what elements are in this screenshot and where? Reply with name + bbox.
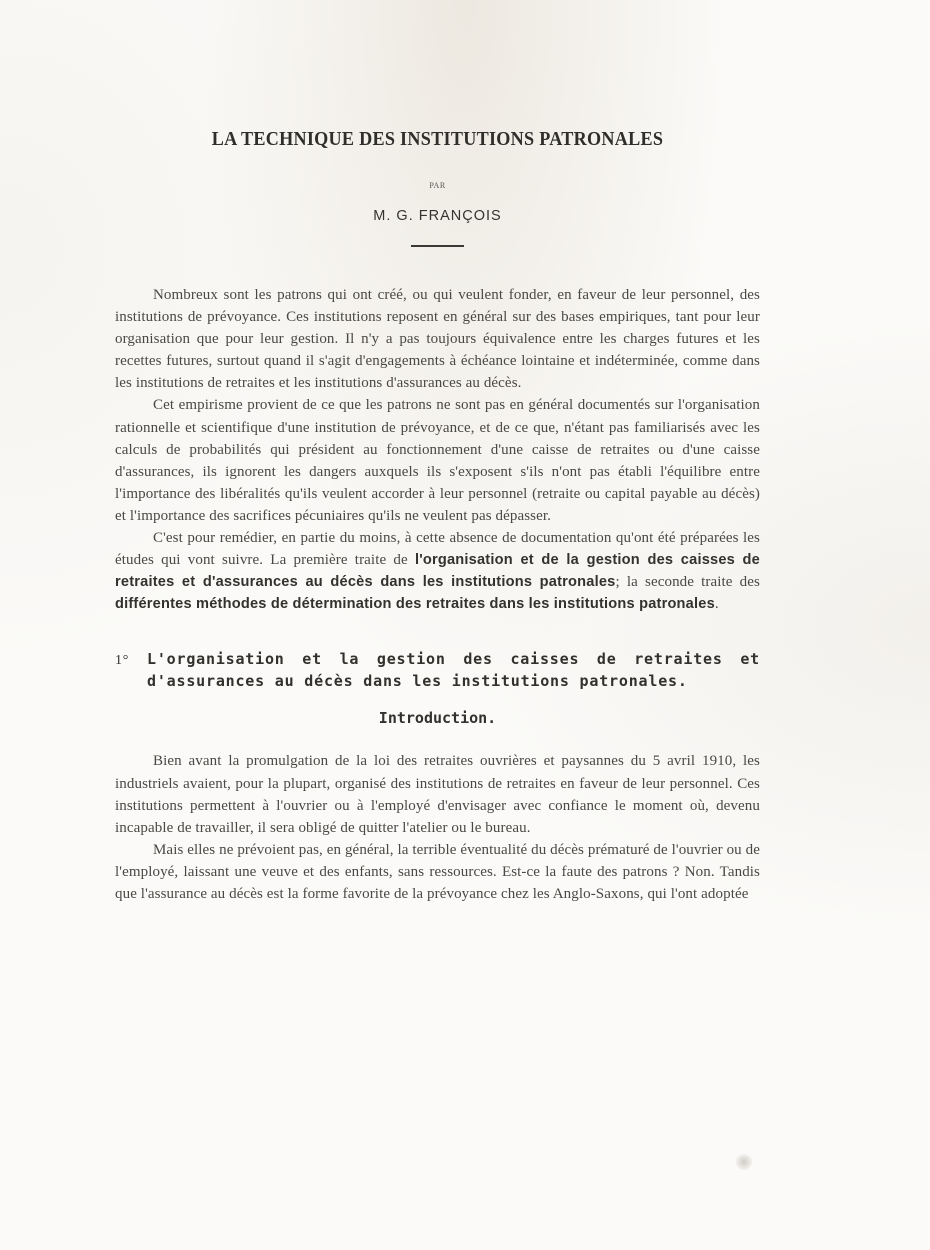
intro-paragraph-3-part1: C'est pour remédier, en partie du moins, à cette absence de documentation qu'ont été préparées les études qui vont suivre. La première traite de bbox=[115, 530, 760, 569]
byline-par: PAR bbox=[429, 181, 446, 190]
paper-stain bbox=[736, 1154, 752, 1170]
intro-text bbox=[115, 284, 760, 615]
second-study-topic: différentes méthodes de détermination des retraites dans les institutions patronales bbox=[115, 596, 715, 613]
intro-paragraph-3-part3: . bbox=[714, 596, 719, 613]
section-paragraph-1: Bien avant la promulgation de la loi des retraites ouvrières et paysannes du 5 avril 1910, les industriels avaient, pour la plupart, organisé des institutions de retraites en faveur de leur personnel. Ces institutions permettent à l'ouvrier ou à l'employé d'envisager avec confiance le moment où, devenu incapable de travailler, il sera obligé de quitter l'atelier ou le bureau. bbox=[115, 753, 760, 836]
section-heading bbox=[115, 649, 760, 692]
section-paragraph-2: Mais elles ne prévoient pas, en général, la terrible éventualité du décès prématuré de l'ouvrier ou de l'employé, laissant une veuve et des enfants, sans ressources. Est-ce la faute des patrons ? Non. Tandis que l'assurance au décès est la forme favorite de la prévoyance chez les Anglo-Saxons, qui l'ont adoptée bbox=[115, 841, 760, 902]
subsection-heading: Introduction. bbox=[378, 709, 497, 728]
intro-paragraph-3 bbox=[115, 527, 760, 615]
intro-paragraph-3-part2: ; la seconde traite des bbox=[615, 574, 760, 591]
author-name: M. G. FRANÇOIS bbox=[373, 208, 502, 224]
section-text bbox=[115, 750, 760, 905]
first-study-topic: l'organisation et de la gestion des caisses de retraites et d'assurances au décès dans les institutions patronales bbox=[115, 552, 760, 591]
section-number: 1° bbox=[115, 653, 130, 669]
intro-paragraph-1: Nombreux sont les patrons qui ont créé, ou qui veulent fonder, en faveur de leur personnel, des institutions de prévoyance. Ces institutions reposent en général sur des bases empiriques, tant pour leur organisation que pour leur gestion. Il n'y a pas toujours équivalence entre les charges futures et les recettes futures, surtout quand il s'agit d'engagements à échéance lointaine et indéterminée, comme dans les institutions de retraites et les institutions d'assurances au décès. bbox=[115, 287, 760, 392]
intro-paragraph-2: Cet empirisme provient de ce que les patrons ne sont pas en général documentés sur l'organisation rationnelle et scientifique d'une institution de prévoyance, et de ce que, n'étant pas familiarisés avec les calculs de probabilités qui président au fonctionnement d'une caisse de retraites ou d'une caisse d'assurances, ils ignorent les dangers auxquels ils s'exposent s'ils n'ont pas établi l'équilibre entre l'importance des libéralités qu'ils veulent accorder à leur personnel (retraite ou capital payable au décès) et l'importance des sacrifices pécuniaires qu'ils ne veulent pas dépasser. bbox=[115, 397, 760, 524]
article bbox=[115, 120, 760, 905]
title-divider bbox=[411, 245, 464, 247]
section-title: L'organisation et la gestion des caisses de retraites et d'assurances au décès dans les institutions patronales. bbox=[147, 650, 760, 691]
article-title: LA TECHNIQUE DES INSTITUTIONS PATRONALES bbox=[211, 129, 664, 150]
